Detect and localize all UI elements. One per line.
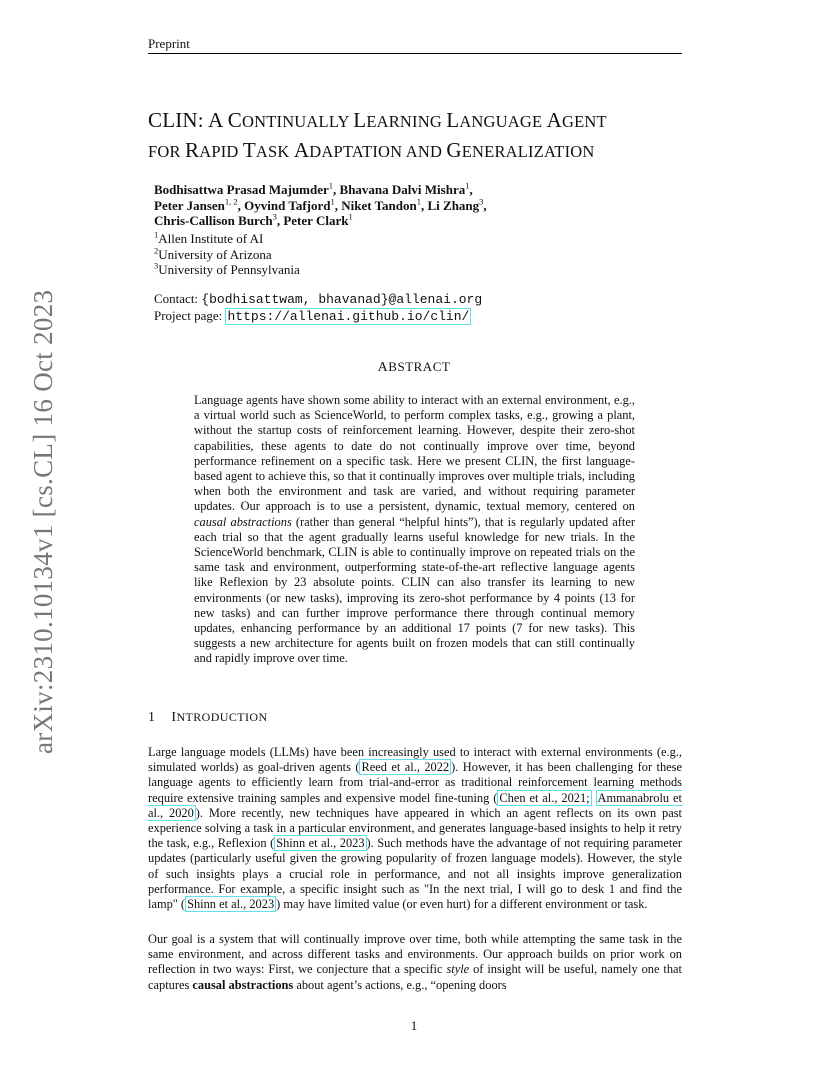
author-affiliation-mark: 3 bbox=[479, 196, 484, 207]
citation-link[interactable]: Chen et al., 2021; bbox=[499, 790, 590, 805]
paragraph-text: Large language models (LLMs) have been increasingly used to interact with external environments (e.g., simulated worlds) as goal-driven agents ( bbox=[148, 745, 682, 775]
author-line-2 bbox=[154, 198, 674, 214]
paragraph-text: ). However, it has been challenging for these language agents to efficiently learn from trial-and-error as traditional reinforcement learning methods require extensive training samples and expensive model fine-tuning ( bbox=[148, 760, 682, 805]
contact-label: Contact: bbox=[154, 291, 202, 306]
title-line-1 bbox=[148, 106, 688, 136]
author-line-1 bbox=[154, 182, 674, 198]
abstract-text-b: (rather than general “helpful hints”), that is regularly updated after each trial so that the agent gradually learns useful knowledge for new trials. In the ScienceWorld benchmark, CLIN is able to continually improve on repeated trials on the same task and environment, outperforming state-of-the-art reflective language agents like Reflexion by 23 absolute points. CLIN can also transfer its learning to new environments (or new tasks), improving its zero-shot performance by 4 points (13 for new tasks) and can further improve performance there through continual memory updates, enhancing performance by an additional 17 points (7 for new tasks). This suggests a new architecture for agents built on frozen models that can still continually and rapidly improve over time. bbox=[194, 514, 636, 666]
affiliation-mark: 3 bbox=[154, 260, 159, 271]
section-number: 1 bbox=[148, 710, 156, 725]
title-segment: A bbox=[546, 108, 562, 132]
contact-line bbox=[154, 291, 482, 308]
page-number: 1 bbox=[410, 1018, 418, 1033]
author-affiliation-mark: 1 bbox=[465, 180, 470, 191]
author-name: Chris-Callison Burch bbox=[154, 213, 273, 228]
affiliation-item bbox=[154, 262, 300, 278]
citation-link[interactable]: Shinn et al., 2023 bbox=[276, 836, 365, 851]
title-segment: ENERALIZATION bbox=[461, 142, 595, 161]
title-segment: FOR bbox=[148, 142, 186, 161]
author-name: Bodhisattwa Prasad Majumder bbox=[154, 182, 329, 197]
title-segment: ANGUAGE bbox=[459, 112, 547, 131]
abstract-heading-rest: BSTRACT bbox=[388, 359, 451, 374]
project-line bbox=[154, 308, 482, 325]
affiliation-name: Allen Institute of AI bbox=[158, 231, 264, 246]
section-heading-initial: I bbox=[171, 710, 177, 725]
title-segment: R bbox=[185, 138, 200, 162]
section-heading-rest: NTRODUCTION bbox=[176, 710, 268, 724]
title-segment: CLIN: A C bbox=[148, 108, 242, 132]
project-label: Project page: bbox=[154, 307, 226, 323]
paragraph-text: of insight will be useful, namely one that captures bbox=[148, 962, 682, 992]
author-affiliation-mark: 1 bbox=[330, 196, 335, 207]
author-name: , Niket Tandon bbox=[334, 197, 417, 213]
paper-title bbox=[148, 106, 688, 166]
author-name: , bbox=[483, 197, 487, 213]
paragraph-text: about agent’s actions, e.g., “opening doors bbox=[293, 977, 507, 992]
citation-link[interactable]: Shinn et al., 2023 bbox=[187, 897, 275, 912]
paragraph-text: ) may have limited value (or even hurt) for a different environment or task. bbox=[276, 897, 648, 912]
intro-paragraph-1 bbox=[148, 745, 682, 912]
emphasis-text: style bbox=[446, 962, 470, 977]
abstract-heading-initial: A bbox=[377, 360, 389, 375]
affiliation-mark: 1 bbox=[154, 229, 159, 240]
title-segment: ASK bbox=[255, 142, 294, 161]
author-affiliation-mark: 3 bbox=[272, 211, 277, 222]
affiliation-item bbox=[154, 247, 300, 263]
section-heading-introduction bbox=[148, 710, 268, 726]
author-line-3 bbox=[154, 213, 674, 229]
citation-link[interactable]: Ammanabrolu et al., 2020 bbox=[148, 790, 682, 820]
paragraph-text bbox=[592, 791, 596, 805]
paragraph-text: Our goal is a system that will continually improve over time, both while attempting the same task in the same environment, and across different tasks and environments. Our approach builds on prior work on reflection in two ways: First, we conjecture that a specific bbox=[148, 932, 682, 977]
title-segment: L bbox=[446, 108, 460, 132]
contact-emails[interactable]: {bodhisattwam, bhavanad}@allenai.org bbox=[201, 292, 483, 307]
title-segment: GENT bbox=[562, 112, 607, 131]
title-segment: A bbox=[293, 138, 310, 162]
affiliation-item bbox=[154, 231, 300, 247]
author-name: , bbox=[469, 182, 473, 197]
abstract-text-emphasis: causal abstractions bbox=[194, 514, 292, 529]
title-segment: DAPTATION AND bbox=[309, 142, 447, 161]
author-name: Peter Jansen bbox=[154, 197, 225, 213]
author-name: , Li Zhang bbox=[421, 197, 480, 213]
citation-link[interactable]: Reed et al., 2022 bbox=[361, 760, 450, 775]
author-name: , Bhavana Dalvi Mishra bbox=[333, 182, 466, 197]
affiliation-list bbox=[154, 231, 300, 278]
author-affiliation-mark: 1 bbox=[416, 196, 421, 207]
header-rule bbox=[148, 53, 682, 54]
contact-block bbox=[154, 291, 482, 324]
arxiv-identifier[interactable]: arXiv:2310.10134v1 [cs.CL] 16 Oct 2023 bbox=[28, 289, 58, 754]
paragraph-text: ). More recently, new techniques have appeared in which an agent reflects on its own past experience solving a task in a particular environment, and generates language-based insights to help it retry the task, e.g., Reflexion ( bbox=[148, 805, 682, 851]
paragraph-text: ). Such methods have the advantage of not requiring parameter updates (particularly useful given the growing popularity of frozen language models). However, the style of such insights plays a crucial role in performance, and not all insights improve generalization performance. For example, a specific insight such as "In the next trial, I will go to desk 1 and find the lamp" ( bbox=[148, 836, 682, 912]
title-segment: EARNING bbox=[366, 112, 447, 131]
running-header: Preprint bbox=[148, 36, 190, 51]
project-link[interactable]: https://allenai.github.io/clin/ bbox=[227, 308, 470, 324]
affiliation-name: University of Arizona bbox=[158, 246, 272, 262]
abstract-text-a: Language agents have shown some ability to interact with an external environment, e.g., a virtual world such as ScienceWorld, to perform complex tasks, e.g., growing a plant, without the startup costs of reinforcement learning. However, despite their zero-shot capabilities, these agents to date do not continually improve over time, beyond performance refinement on a specific task. Here we present CLIN, the first language-based agent to achieve this, so that it continually improves over multiple trials, including when both the environment and task are varied, and without requiring parameter updates. Our approach is to use a persistent, dynamic, textual memory, centered on bbox=[194, 393, 635, 514]
author-list bbox=[154, 182, 674, 229]
title-segment: L bbox=[353, 108, 367, 132]
title-line-2 bbox=[148, 136, 688, 166]
affiliation-mark: 2 bbox=[154, 245, 159, 256]
author-affiliation-mark: 1 bbox=[328, 180, 334, 191]
affiliation-name: University of Pennsylvania bbox=[158, 262, 300, 277]
author-name: , Oyvind Tafjord bbox=[237, 197, 331, 213]
bold-text: causal abstractions bbox=[192, 977, 294, 992]
author-affiliation-mark: 1 bbox=[348, 211, 353, 222]
title-segment: T bbox=[242, 138, 256, 162]
abstract-body bbox=[194, 393, 635, 667]
abstract-heading bbox=[0, 359, 828, 376]
author-name: , Peter Clark bbox=[276, 213, 349, 228]
title-segment: G bbox=[446, 138, 462, 162]
author-affiliation-mark: 1, 2 bbox=[224, 196, 238, 207]
intro-paragraph-2 bbox=[148, 932, 682, 993]
title-segment: ONTINUALLY bbox=[241, 112, 354, 131]
title-segment: APID bbox=[199, 142, 243, 161]
